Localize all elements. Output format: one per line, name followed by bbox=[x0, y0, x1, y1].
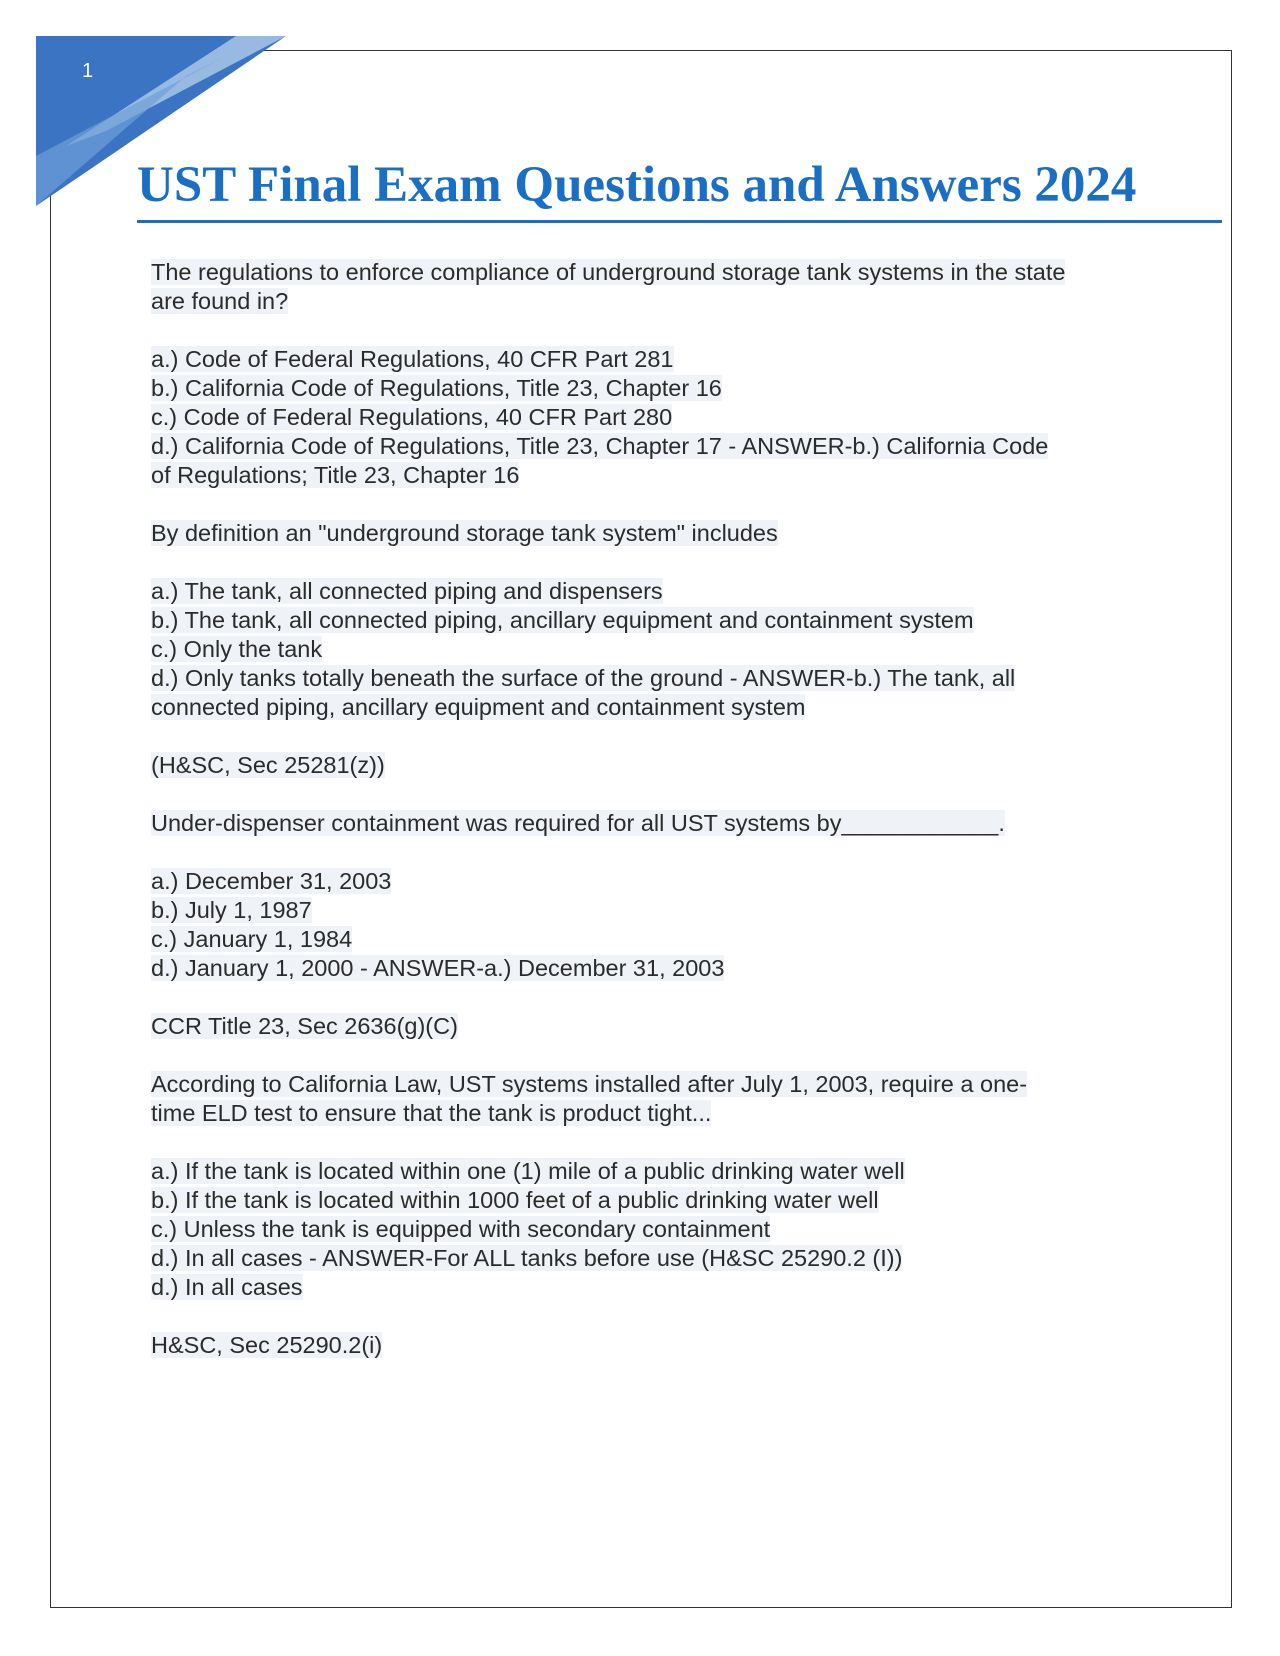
text-line: (H&SC, Sec 25281(z)) bbox=[151, 752, 385, 778]
text-line: b.) July 1, 1987 bbox=[151, 897, 312, 923]
text-line: time ELD test to ensure that the tank is product tight... bbox=[151, 1100, 712, 1126]
text-block bbox=[151, 258, 1151, 316]
text-line: By definition an "underground storage tank system" includes bbox=[151, 520, 778, 546]
text-block bbox=[151, 809, 1151, 838]
page-number: 1 bbox=[82, 60, 94, 82]
text-block bbox=[151, 751, 1151, 780]
text-line: c.) Code of Federal Regulations, 40 CFR Part 280 bbox=[151, 404, 673, 430]
text-line: d.) California Code of Regulations, Title 23, Chapter 17 - ANSWER-b.) California Code bbox=[151, 433, 1049, 459]
document-title: UST Final Exam Questions and Answers 2024 bbox=[137, 152, 1222, 223]
text-block bbox=[151, 1157, 1151, 1302]
document-body bbox=[151, 258, 1151, 1389]
text-line: H&SC, Sec 25290.2(i) bbox=[151, 1332, 383, 1358]
text-line: The regulations to enforce compliance of underground storage tank systems in the state bbox=[151, 259, 1066, 285]
text-line: d.) In all cases - ANSWER-For ALL tanks before use (H&SC 25290.2 (I)) bbox=[151, 1245, 903, 1271]
text-line: c.) Unless the tank is equipped with secondary containment bbox=[151, 1216, 771, 1242]
text-line: d.) Only tanks totally beneath the surface of the ground - ANSWER-b.) The tank, all bbox=[151, 665, 1016, 691]
text-line: c.) January 1, 1984 bbox=[151, 926, 353, 952]
text-block bbox=[151, 1070, 1151, 1128]
text-line: are found in? bbox=[151, 288, 289, 314]
text-line: CCR Title 23, Sec 2636(g)(C) bbox=[151, 1013, 458, 1039]
text-block bbox=[151, 577, 1151, 722]
text-line: connected piping, ancillary equipment and containment system bbox=[151, 694, 806, 720]
text-line: b.) The tank, all connected piping, ancillary equipment and containment system bbox=[151, 607, 974, 633]
text-line: b.) California Code of Regulations, Title 23, Chapter 16 bbox=[151, 375, 722, 401]
text-block bbox=[151, 1012, 1151, 1041]
text-line: a.) The tank, all connected piping and dispensers bbox=[151, 578, 663, 604]
text-block bbox=[151, 519, 1151, 548]
text-block bbox=[151, 867, 1151, 983]
text-line: Under-dispenser containment was required for all UST systems by____________. bbox=[151, 810, 1005, 836]
text-line: According to California Law, UST systems installed after July 1, 2003, require a one- bbox=[151, 1071, 1028, 1097]
text-line: b.) If the tank is located within 1000 feet of a public drinking water well bbox=[151, 1187, 879, 1213]
text-line: of Regulations; Title 23, Chapter 16 bbox=[151, 462, 520, 488]
text-line: d.) In all cases bbox=[151, 1274, 303, 1300]
text-block bbox=[151, 1331, 1151, 1360]
text-line: a.) Code of Federal Regulations, 40 CFR Part 281 bbox=[151, 346, 674, 372]
text-line: a.) If the tank is located within one (1) mile of a public drinking water well bbox=[151, 1158, 905, 1184]
text-block bbox=[151, 345, 1151, 490]
text-line: a.) December 31, 2003 bbox=[151, 868, 392, 894]
text-line: c.) Only the tank bbox=[151, 636, 323, 662]
text-line: d.) January 1, 2000 - ANSWER-a.) December 31, 2003 bbox=[151, 955, 725, 981]
